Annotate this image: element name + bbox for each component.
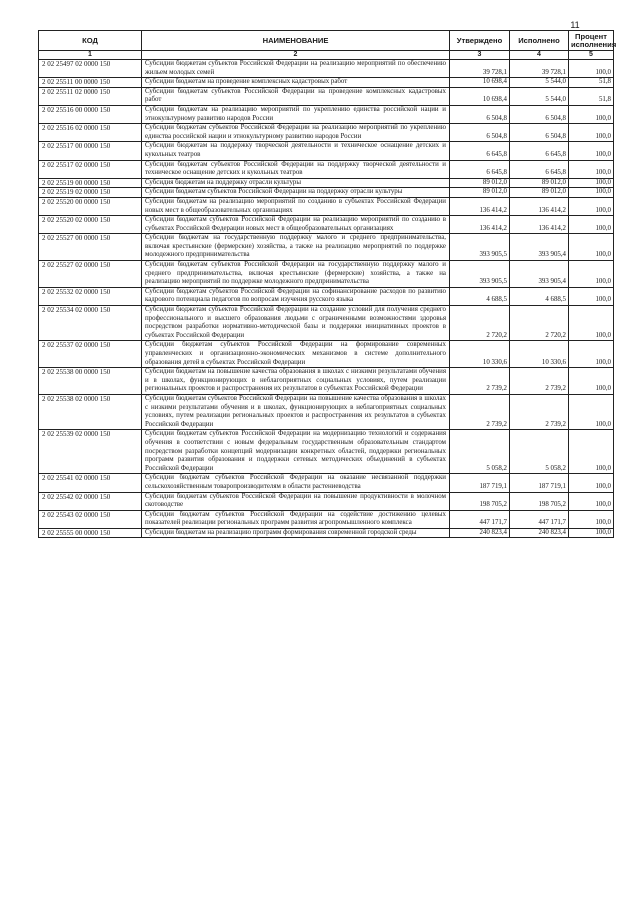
row-code: 2 02 25539 02 0000 150 [39, 430, 142, 474]
row-approved: 39 728,1 [450, 60, 510, 78]
row-code: 2 02 25538 00 0000 150 [39, 368, 142, 395]
header-approved: Утверждено [450, 31, 510, 51]
row-approved: 393 905,5 [450, 234, 510, 261]
row-name: Субсидии бюджетам на проведение комплексных кадастровых работ [142, 78, 450, 88]
row-executed: 136 414,2 [510, 216, 569, 234]
row-code: 2 02 25516 00 0000 150 [39, 105, 142, 123]
row-executed: 6 504,8 [510, 124, 569, 142]
row-approved: 10 698,4 [450, 87, 510, 105]
row-executed: 6 645,8 [510, 160, 569, 178]
row-name: Субсидии бюджетам на реализацию мероприятий по созданию в субъектах Российской Федерации новых мест в общеобразовательных организациях [142, 197, 450, 215]
row-approved: 2 720,2 [450, 306, 510, 341]
table-row [39, 188, 614, 198]
row-executed: 2 739,2 [510, 368, 569, 395]
row-approved: 6 645,8 [450, 160, 510, 178]
row-name: Субсидии бюджетам на поддержку творческой деятельности и техническое оснащение детских и кукольных театров [142, 142, 450, 160]
row-percent: 100,0 [569, 474, 614, 492]
row-name: Субсидии бюджетам на повышение качества образования в школах с низкими результатами обучения и в школах, функционирующих в неблагоприятных социальных условиях, путем реализации региональных проектов и распространения их результатов в субъектах Российской Федерации [142, 368, 450, 395]
row-code: 2 02 25542 02 0000 150 [39, 492, 142, 510]
row-executed: 136 414,2 [510, 197, 569, 215]
row-executed: 2 739,2 [510, 394, 569, 429]
table-row [39, 142, 614, 160]
row-percent: 100,0 [569, 197, 614, 215]
row-code: 2 02 25541 02 0000 150 [39, 474, 142, 492]
row-executed: 393 905,4 [510, 261, 569, 288]
row-name: Субсидии бюджетам субъектов Российской Федерации на государственную поддержку малого и среднего предпринимательства, включая крестьянские (фермерские) хозяйства, а также на реализацию мероприятий по поддержке молодежного предпринимательства [142, 261, 450, 288]
row-name: Субсидии бюджетам субъектов Российской Федерации на формирование современных управленческих и организационно-экономических механизмов в системе дополнительного образования детей в субъектах Российской Федерации [142, 341, 450, 368]
page-number: 11 [570, 20, 580, 30]
row-percent: 100,0 [569, 216, 614, 234]
row-name: Субсидии бюджетам на реализацию мероприятий по укреплению единства российской нации и этнокультурному развитию народов России [142, 105, 450, 123]
column-number: 5 [569, 51, 614, 60]
row-name: Субсидии бюджетам субъектов Российской Федерации на реализацию мероприятий по обеспечению жильем молодых семей [142, 60, 450, 78]
row-approved: 393 905,5 [450, 261, 510, 288]
row-code: 2 02 25517 00 0000 150 [39, 142, 142, 160]
row-percent: 100,0 [569, 105, 614, 123]
row-percent: 51,8 [569, 87, 614, 105]
table-row [39, 105, 614, 123]
row-code: 2 02 25527 00 0000 150 [39, 234, 142, 261]
row-approved: 198 705,2 [450, 492, 510, 510]
row-approved: 6 504,8 [450, 105, 510, 123]
row-name: Субсидии бюджетам субъектов Российской Федерации на модернизацию технологий и содержания обучения в соответствии с новым федеральным государственным образовательным стандартом посредством разработки концепций модернизации конкретных областей, поддержки региональных программ развития образования и поддержки сетевых методических объединений в субъектах Российской Федерации [142, 430, 450, 474]
table-row [39, 197, 614, 215]
row-executed: 5 544,0 [510, 78, 569, 88]
table-row [39, 261, 614, 288]
table-row [39, 368, 614, 395]
table-row [39, 60, 614, 78]
table-body [39, 60, 614, 538]
row-approved: 2 739,2 [450, 368, 510, 395]
row-approved: 6 645,8 [450, 142, 510, 160]
header-percent: Процент исполнения [569, 31, 614, 51]
row-approved: 447 171,7 [450, 510, 510, 528]
row-name: Субсидии бюджетам на государственную поддержку малого и среднего предпринимательства, включая крестьянские (фермерские) хозяйства, а также на реализацию мероприятий по поддержке молодежного предпринимательства [142, 234, 450, 261]
row-executed: 5 058,2 [510, 430, 569, 474]
row-name: Субсидии бюджетам субъектов Российской Федерации на содействие достижению целевых показателей реализации региональных программ развития агропромышленного комплекса [142, 510, 450, 528]
table-row [39, 78, 614, 88]
row-name: Субсидии бюджетам субъектов Российской Федерации на повышение качества образования в школах с низкими результатами обучения и в школах, функционирующих в неблагоприятных социальных условиях, путем реализации региональных проектов и распространения их результатов в субъектах Российской Федерации [142, 394, 450, 429]
header-code: КОД [39, 31, 142, 51]
row-executed: 393 905,4 [510, 234, 569, 261]
row-percent: 100,0 [569, 528, 614, 538]
row-code: 2 02 25534 02 0000 150 [39, 306, 142, 341]
row-name: Субсидии бюджетам субъектов Российской Федерации на повышение продуктивности в молочном скотоводстве [142, 492, 450, 510]
table-row [39, 430, 614, 474]
table-row [39, 394, 614, 429]
column-number: 1 [39, 51, 142, 60]
row-percent: 100,0 [569, 368, 614, 395]
row-executed: 6 504,8 [510, 105, 569, 123]
row-code: 2 02 25497 02 0000 150 [39, 60, 142, 78]
row-percent: 100,0 [569, 178, 614, 188]
row-executed: 39 728,1 [510, 60, 569, 78]
row-executed: 4 688,5 [510, 287, 569, 305]
table-row [39, 510, 614, 528]
row-percent: 51,8 [569, 78, 614, 88]
column-number-row [39, 51, 614, 60]
row-name: Субсидии бюджетам субъектов Российской Федерации на создание условий для получения среднего профессионального и высшего образования людьми с ограниченными возможностями здоровья посредством разработки нормативно-методической базы и поддержки инициативных проектов в субъектах Российской Федерации [142, 306, 450, 341]
table-row [39, 160, 614, 178]
row-name: Субсидии бюджетам субъектов Российской Федерации на реализацию мероприятий по созданию в субъектах Российской Федерации новых мест в общеобразовательных организациях [142, 216, 450, 234]
table-row [39, 492, 614, 510]
row-approved: 136 414,2 [450, 216, 510, 234]
row-code: 2 02 25520 00 0000 150 [39, 197, 142, 215]
row-approved: 136 414,2 [450, 197, 510, 215]
row-percent: 100,0 [569, 287, 614, 305]
column-number: 2 [142, 51, 450, 60]
row-code: 2 02 25555 00 0000 150 [39, 528, 142, 538]
header-name: НАИМЕНОВАНИЕ [142, 31, 450, 51]
table-row [39, 87, 614, 105]
header-executed: Исполнено [510, 31, 569, 51]
row-code: 2 02 25532 02 0000 150 [39, 287, 142, 305]
row-executed: 89 012,0 [510, 178, 569, 188]
row-percent: 100,0 [569, 261, 614, 288]
row-code: 2 02 25537 02 0000 150 [39, 341, 142, 368]
row-code: 2 02 25520 02 0000 150 [39, 216, 142, 234]
row-executed: 198 705,2 [510, 492, 569, 510]
row-executed: 187 719,1 [510, 474, 569, 492]
row-percent: 100,0 [569, 234, 614, 261]
row-executed: 10 330,6 [510, 341, 569, 368]
row-percent: 100,0 [569, 306, 614, 341]
row-executed: 2 720,2 [510, 306, 569, 341]
column-number: 4 [510, 51, 569, 60]
table-row [39, 124, 614, 142]
row-code: 2 02 25511 00 0000 150 [39, 78, 142, 88]
row-approved: 10 330,6 [450, 341, 510, 368]
row-approved: 240 823,4 [450, 528, 510, 538]
row-approved: 4 688,5 [450, 287, 510, 305]
row-percent: 100,0 [569, 188, 614, 198]
row-code: 2 02 25543 02 0000 150 [39, 510, 142, 528]
table-row [39, 287, 614, 305]
row-code: 2 02 25527 02 0000 150 [39, 261, 142, 288]
row-code: 2 02 25517 02 0000 150 [39, 160, 142, 178]
row-percent: 100,0 [569, 430, 614, 474]
row-executed: 5 544,0 [510, 87, 569, 105]
header-row [39, 31, 614, 51]
table-row [39, 234, 614, 261]
row-approved: 10 698,4 [450, 78, 510, 88]
row-approved: 89 012,0 [450, 188, 510, 198]
row-name: Субсидии бюджетам субъектов Российской Федерации на проведение комплексных кадастровых работ [142, 87, 450, 105]
row-percent: 100,0 [569, 142, 614, 160]
row-name: Субсидии бюджетам на реализацию программ формирования современной городской среды [142, 528, 450, 538]
table-row [39, 306, 614, 341]
table-row [39, 178, 614, 188]
budget-table [38, 30, 617, 538]
row-code: 2 02 25511 02 0000 150 [39, 87, 142, 105]
row-approved: 2 739,2 [450, 394, 510, 429]
row-percent: 100,0 [569, 60, 614, 78]
row-name: Субсидии бюджетам субъектов Российской Федерации на софинансирование расходов по развитию кадрового потенциала педагогов по вопросам изучения русского языка [142, 287, 450, 305]
row-code: 2 02 25538 02 0000 150 [39, 394, 142, 429]
table-row [39, 216, 614, 234]
row-name: Субсидии бюджетам субъектов Российской Федерации на поддержку творческой деятельности и техническое оснащение детских и кукольных театров [142, 160, 450, 178]
row-approved: 6 504,8 [450, 124, 510, 142]
row-percent: 100,0 [569, 160, 614, 178]
table-row [39, 528, 614, 538]
row-name: Субсидии бюджетам субъектов Российской Федерации на оказание несвязанной поддержки сельскохозяйственным товаропроизводителям в области растениеводства [142, 474, 450, 492]
row-code: 2 02 25519 00 0000 150 [39, 178, 142, 188]
row-name: Субсидии бюджетам субъектов Российской Федерации на поддержку отрасли культуры [142, 188, 450, 198]
row-executed: 6 645,8 [510, 142, 569, 160]
column-number: 3 [450, 51, 510, 60]
row-percent: 100,0 [569, 492, 614, 510]
row-percent: 100,0 [569, 124, 614, 142]
row-executed: 447 171,7 [510, 510, 569, 528]
row-name: Субсидии бюджетам субъектов Российской Федерации на реализацию мероприятий по укреплению единства российской нации и этнокультурному развитию народов России [142, 124, 450, 142]
row-name: Субсидия бюджетам на поддержку отрасли культуры [142, 178, 450, 188]
row-percent: 100,0 [569, 510, 614, 528]
row-approved: 5 058,2 [450, 430, 510, 474]
row-executed: 89 012,0 [510, 188, 569, 198]
row-code: 2 02 25519 02 0000 150 [39, 188, 142, 198]
row-approved: 187 719,1 [450, 474, 510, 492]
table-row [39, 474, 614, 492]
row-percent: 100,0 [569, 394, 614, 429]
row-code: 2 02 25516 02 0000 150 [39, 124, 142, 142]
row-executed: 240 823,4 [510, 528, 569, 538]
row-percent: 100,0 [569, 341, 614, 368]
table-row [39, 341, 614, 368]
row-approved: 89 012,0 [450, 178, 510, 188]
